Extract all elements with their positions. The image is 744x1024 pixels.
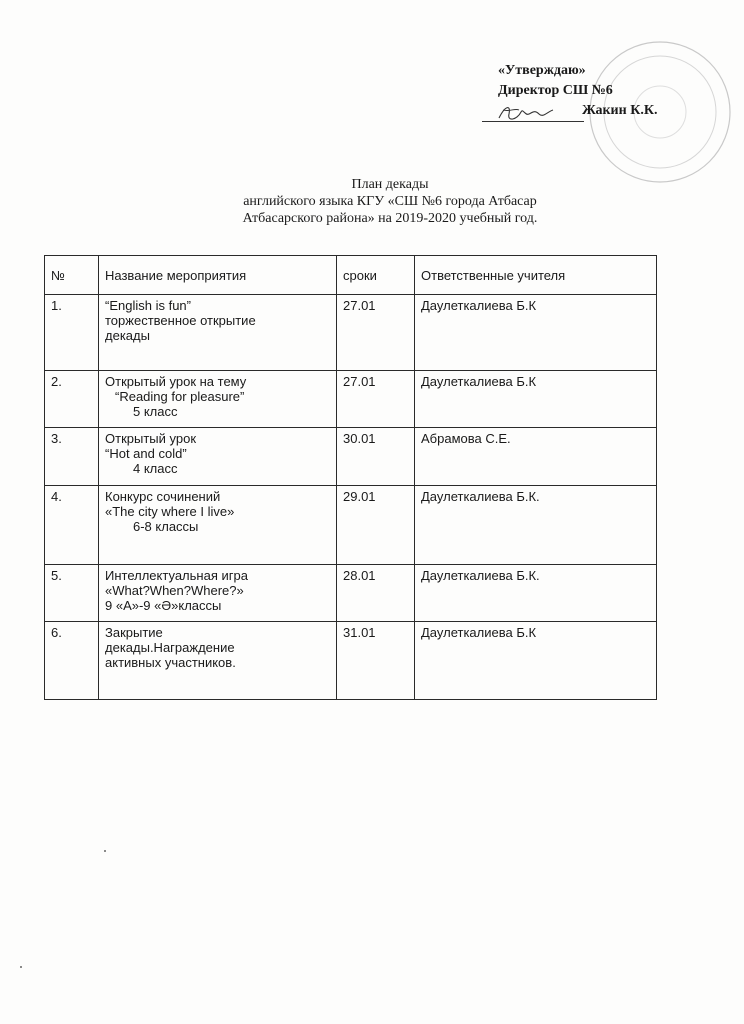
row-number: 3. <box>45 428 99 486</box>
event-name: Открытый урок “Hot and cold” 4 класс <box>99 428 337 486</box>
event-name: Закрытие декады.Награждение активных участников. <box>99 622 337 700</box>
heading-line-3: Атбасарского района» на 2019-2020 учебный год. <box>242 211 538 226</box>
row-number: 6. <box>45 622 99 700</box>
event-teacher: Даулеткалиева Б.К. <box>415 486 657 565</box>
event-name: Конкурс сочинений «The city where I live» 6-8 классы <box>99 486 337 565</box>
approval-name: Жакин К.К. <box>582 103 658 118</box>
handwritten-signature <box>495 100 555 126</box>
table-row <box>45 565 657 622</box>
header-dates: сроки <box>337 256 415 295</box>
header-number: № <box>45 256 99 295</box>
approval-position: Директор СШ №6 <box>498 83 613 98</box>
row-number: 1. <box>45 295 99 371</box>
events-plan-table <box>44 255 657 700</box>
heading-line-1: План декады <box>351 177 429 192</box>
table-row <box>45 295 657 371</box>
event-date: 27.01 <box>337 295 415 371</box>
approval-title: «Утверждаю» <box>498 63 586 78</box>
heading-line-2: английского языка КГУ «СШ №6 города Атбасар <box>243 194 537 209</box>
event-teacher: Даулеткалиева Б.К. <box>415 565 657 622</box>
row-number: 4. <box>45 486 99 565</box>
event-teacher: Даулеткалиева Б.К <box>415 371 657 428</box>
table-row <box>45 622 657 700</box>
header-event-name: Название мероприятия <box>99 256 337 295</box>
scan-speck <box>20 966 22 968</box>
event-date: 29.01 <box>337 486 415 565</box>
event-name: Открытый урок на тему “Reading for pleasure” 5 класс <box>99 371 337 428</box>
event-name: “English is fun” торжественное открытие декады <box>99 295 337 371</box>
document-heading <box>140 176 640 227</box>
scan-speck <box>104 850 106 852</box>
table-row <box>45 486 657 565</box>
event-date: 30.01 <box>337 428 415 486</box>
table-row <box>45 371 657 428</box>
event-date: 27.01 <box>337 371 415 428</box>
event-date: 28.01 <box>337 565 415 622</box>
event-teacher: Даулеткалиева Б.К <box>415 622 657 700</box>
event-teacher: Абрамова С.Е. <box>415 428 657 486</box>
event-date: 31.01 <box>337 622 415 700</box>
row-number: 2. <box>45 371 99 428</box>
table-row <box>45 428 657 486</box>
event-teacher: Даулеткалиева Б.К <box>415 295 657 371</box>
row-number: 5. <box>45 565 99 622</box>
table-header-row <box>45 256 657 295</box>
header-teachers: Ответственные учителя <box>415 256 657 295</box>
event-name: Интеллектуальная игра «What?When?Where?» 9 «А»-9 «Ә»классы <box>99 565 337 622</box>
